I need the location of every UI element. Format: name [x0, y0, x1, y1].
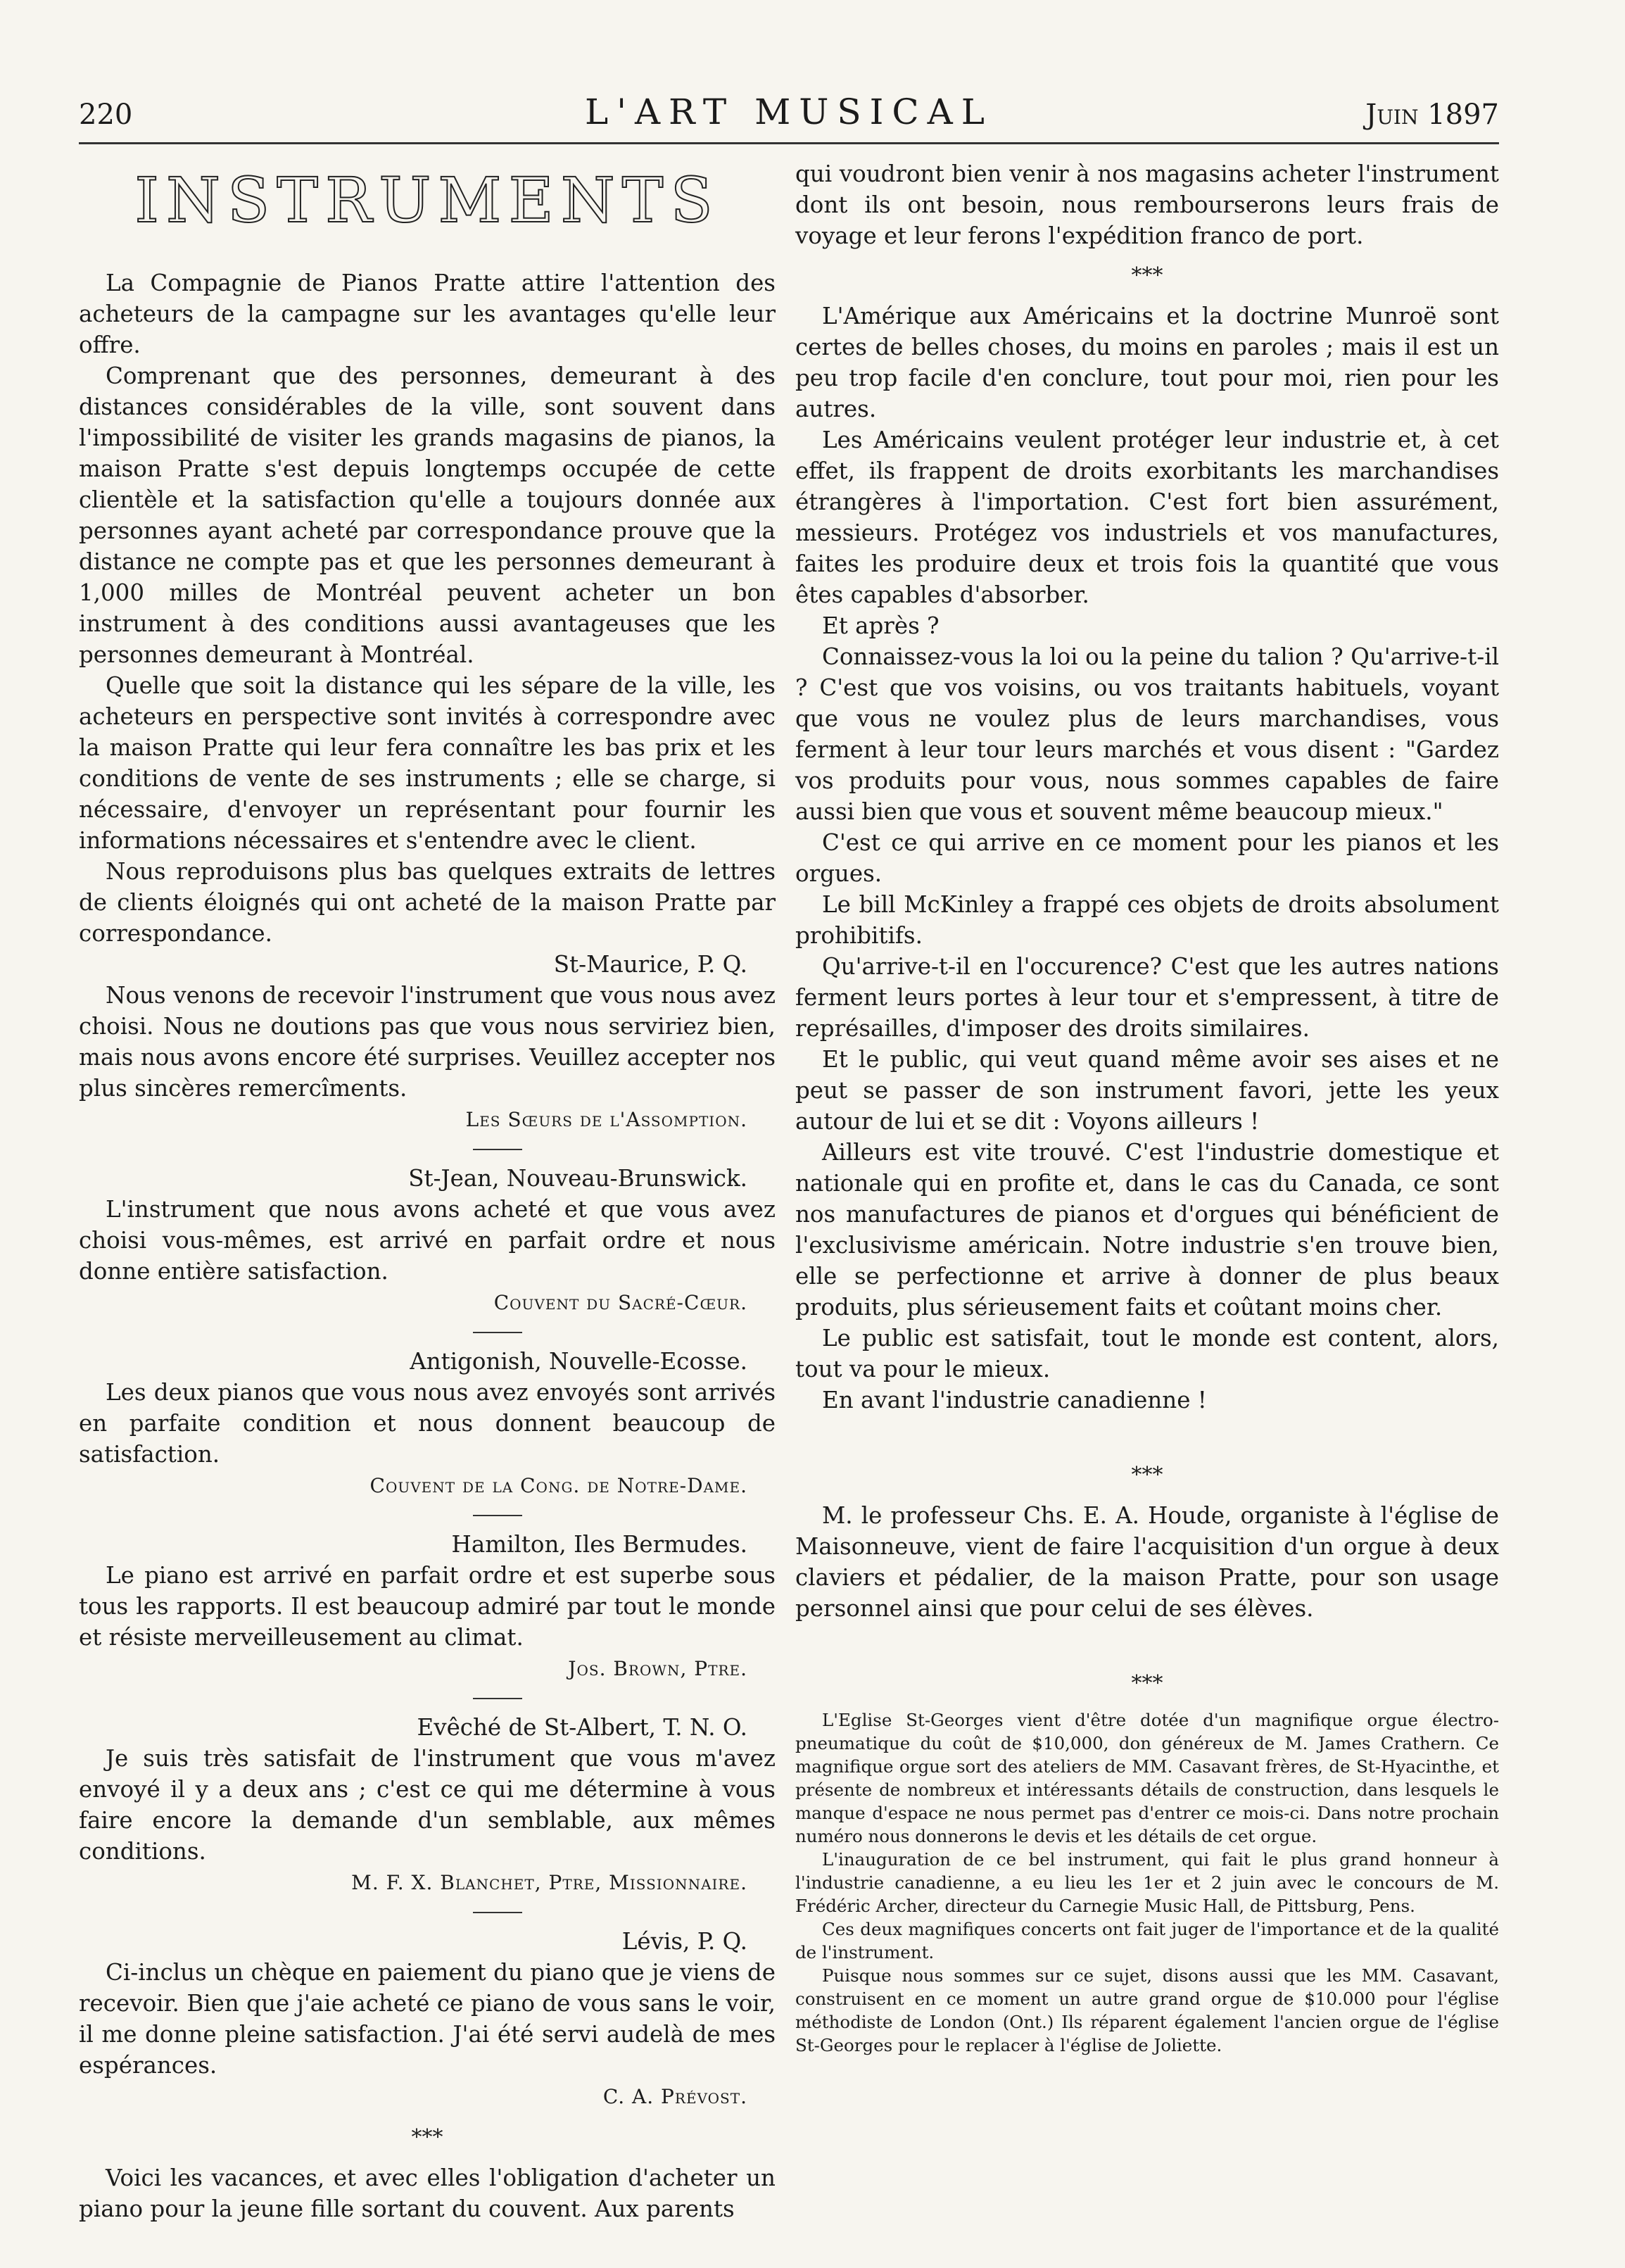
intro-paragraph: Nous reproduisons plus bas quelques extraits de lettres de clients éloignés qui ont acheté de la maison Pratte par correspondance. [79, 858, 776, 947]
america-paragraph: Les Américains veulent protéger leur industrie et, à cet effet, ils frappent de droits exorbitants les marchandises étrangères à l'importation. C'est fort bien assurément, messieurs. Protégez vos industriels et vos manufactures, faites les produire deux et trois fois la quantité que vous êtes capables d'absorber. [795, 427, 1499, 608]
letter-signature: Les Sœurs de l'Assomption. [465, 1108, 747, 1131]
letter-signature: Couvent de la Cong. de Notre-Dame. [369, 1474, 747, 1497]
houde-paragraph: M. le professeur Chs. E. A. Houde, organiste à l'église de Maisonneuve, vient de faire l'acquisition d'un orgue à deux claviers et pédalier, de la maison Pratte, pour son usage personnel ainsi que pour celui de ses élèves. [795, 1502, 1499, 1622]
america-paragraph: Le bill McKinley a frappé ces objets de droits absolument prohibitifs. [795, 891, 1499, 949]
page-number: 220 [79, 99, 133, 131]
journal-title: L'ART MUSICAL [585, 92, 993, 132]
left-column [79, 158, 776, 2224]
letter-text: Les deux pianos que vous nous avez envoyés sont arrivés en parfaite condition et nous donnent beaucoup de satisfaction. [79, 1379, 776, 1468]
letter-signature: Couvent du Sacré-Cœur. [493, 1291, 747, 1314]
letter-place: St-Maurice, P. Q. [553, 951, 747, 978]
america-paragraph: Ailleurs est vite trouvé. C'est l'industrie domestique et nationale qui en profite et, dans le cas du Canada, ce sont nos manufactures de pianos et d'orgues qui bénéficient de l'exclusivisme américain. Notre industrie s'en trouve bien, elle se perfectionne et arrive à donner de plus beaux produits, plus sérieusement faits et coûtant moins cher. [795, 1139, 1499, 1321]
letter-signature: M. F. X. Blanchet, Ptre, Missionnaire. [351, 1871, 747, 1894]
letter-place: Lévis, P. Q. [621, 1928, 747, 1955]
asterism: *** [1131, 1671, 1163, 1696]
america-paragraph: Et le public, qui veut quand même avoir ses aises et ne peut se passer de son instrument favori, jette les yeux autour de lui et se dit : Voyons ailleurs ! [795, 1046, 1499, 1135]
america-paragraph: Connaissez-vous la loi ou la peine du talion ? Qu'arrive-t-il ? C'est que vos voisins, ou vos traitants habituels, voyant que vous ne voulez plus de leurs marchandises, vous ferment à leur tour leurs marchés et vous disent : "Gardez vos produits pour vous, nous sommes capables de faire aussi bien que vous et souvent même beaucoup mieux." [795, 643, 1499, 825]
america-paragraph: L'Amérique aux Américains et la doctrine Munroë sont certes de belles choses, du moins en paroles ; mais il est un peu trop facile d'en conclure, tout pour moi, rien pour les autres. [795, 303, 1499, 422]
intro-paragraph: Comprenant que des personnes, demeurant à des distances considérables de la ville, sont souvent dans l'impossibilité de visiter les grands magasins de pianos, la maison Pratte s'est depuis longtemps occupée de cette clientèle et la satisfaction qu'elle a toujours donnée aux personnes ayant acheté par correspondance prouve que la distance ne compte pas et que les personnes demeurant à 1,000 milles de Montréal peuvent acheter un bon instrument à des conditions aussi avantageuses que les personnes demeurant à Montréal. [79, 363, 776, 668]
america-paragraph: Le public est satisfait, tout le monde est content, alors, tout va pour le mieux. [795, 1325, 1499, 1382]
letter-place: Hamilton, Iles Bermudes. [451, 1531, 747, 1558]
letter-place: Antigonish, Nouvelle-Ecosse. [410, 1348, 747, 1375]
separator-dash [473, 1515, 522, 1516]
asterism: *** [1131, 263, 1163, 288]
letter-signature: C. A. Prévost. [602, 2085, 747, 2108]
america-paragraph: Qu'arrive-t-il en l'occurence? C'est que les autres nations ferment leurs portes à leur tour et s'empressent, à titre de représailles, d'imposer des droits similaires. [795, 953, 1499, 1042]
intro-paragraph: La Compagnie de Pianos Pratte attire l'attention des acheteurs de la campagne sur les avantages qu'elle leur offre. [79, 270, 776, 358]
spacer [795, 1624, 1499, 1659]
separator-dash [473, 1698, 522, 1699]
section-title: INSTRUMENTS [134, 164, 720, 237]
asterism: *** [1131, 1463, 1163, 1487]
right-column [795, 158, 1499, 2057]
letter-place: St-Jean, Nouveau-Brunswick. [408, 1165, 747, 1192]
letter-text: Le piano est arrivé en parfait ordre et est superbe sous tous les rapports. Il est beaucoup admiré par tout le monde et résiste merveilleusement au climat. [79, 1562, 776, 1651]
letter-text: Ci-inclus un chèque en paiement du piano que je viens de recevoir. Bien que j'aie acheté ce piano de vous sans le voir, il me donne pleine satisfaction. J'ai été servi audelà de mes espérances. [79, 1959, 776, 2079]
letter-text: L'instrument que nous avons acheté et que vous avez choisi vous-mêmes, est arrivé en parfait ordre et nous donne entière satisfaction. [79, 1196, 776, 1285]
letter-place: Evêché de St-Albert, T. N. O. [417, 1714, 747, 1741]
st-georges-paragraph: L'Eglise St-Georges vient d'être dotée d'un magnifique orgue électro-pneumatique du coût de $10,000, don généreux de M. James Crathern. Ce magnifique orgue sort des ateliers de MM. Casavant frères, de St-Hyacinthe, et présente de nombreux et intéressants détails de construction, dans lesquels le manque d'espace ne nous permet pas d'entrer ce mois-ci. Dans notre prochain numéro nous donnerons le devis et les détails de cet orgue. [795, 1710, 1499, 1846]
america-paragraph: En avant l'industrie canadienne ! [822, 1387, 1207, 1413]
separator-dash [473, 1149, 522, 1150]
header-rule [79, 142, 1499, 144]
st-georges-note [795, 1708, 1499, 2057]
letter-text: Je suis très satisfait de l'instrument que vous m'avez envoyé il y a deux ans ; c'est ce qui me détermine à vous faire encore la demande d'un semblable, aux mêmes conditions. [79, 1745, 776, 1865]
closing-paragraph: Voici les vacances, et avec elles l'obligation d'acheter un piano pour la jeune fille sortant du couvent. Aux parents [79, 2165, 776, 2222]
separator-dash [473, 1912, 522, 1913]
america-paragraph: C'est ce qui arrive en ce moment pour les pianos et les orgues. [795, 829, 1499, 887]
america-paragraph: Et après ? [822, 612, 940, 639]
letter-signature: Jos. Brown, Ptre. [568, 1657, 747, 1680]
page-header [79, 92, 1499, 141]
issue-date: Juin 1897 [1365, 99, 1499, 131]
spacer [795, 1416, 1499, 1451]
intro-paragraph: Quelle que soit la distance qui les sépare de la ville, les acheteurs en perspective sont invités à correspondre avec la maison Pratte qui leur fera connaître les bas prix et les conditions de vente de ses instruments ; elle se charge, si nécessaire, d'envoyer un représentant pour fournir les informations nécessaires et s'entendre avec le client. [79, 672, 776, 854]
continuation-paragraph: qui voudront bien venir à nos magasins acheter l'instrument dont ils ont besoin, nous rembourserons leurs frais de voyage et leur ferons l'expédition franco de port. [795, 160, 1499, 249]
st-georges-paragraph: Ces deux magnifiques concerts ont fait juger de l'importance et de la qualité de l'instrument. [795, 1919, 1499, 1963]
st-georges-paragraph: Puisque nous sommes sur ce sujet, disons aussi que les MM. Casavant, construisent en ce moment un autre grand orgue de $10.000 pour l'église méthodiste de London (Ont.) Ils réparent également l'ancien orgue de l'église St-Georges pour le replacer à l'église de Joliette. [795, 1965, 1499, 2055]
asterism: *** [411, 2125, 443, 2150]
separator-dash [473, 1332, 522, 1333]
st-georges-paragraph: L'inauguration de ce bel instrument, qui fait le plus grand honneur à l'industrie canadienne, a eu lieu les 1er et 2 juin avec le concours de M. Frédéric Archer, directeur du Carnegie Music Hall, de Pittsburg, Pens. [795, 1849, 1499, 1916]
letter-text: Nous venons de recevoir l'instrument que vous nous avez choisi. Nous ne doutions pas que vous nous serviriez bien, mais nous avons encore été surprises. Veuillez accepter nos plus sincères remercîments. [79, 982, 776, 1102]
